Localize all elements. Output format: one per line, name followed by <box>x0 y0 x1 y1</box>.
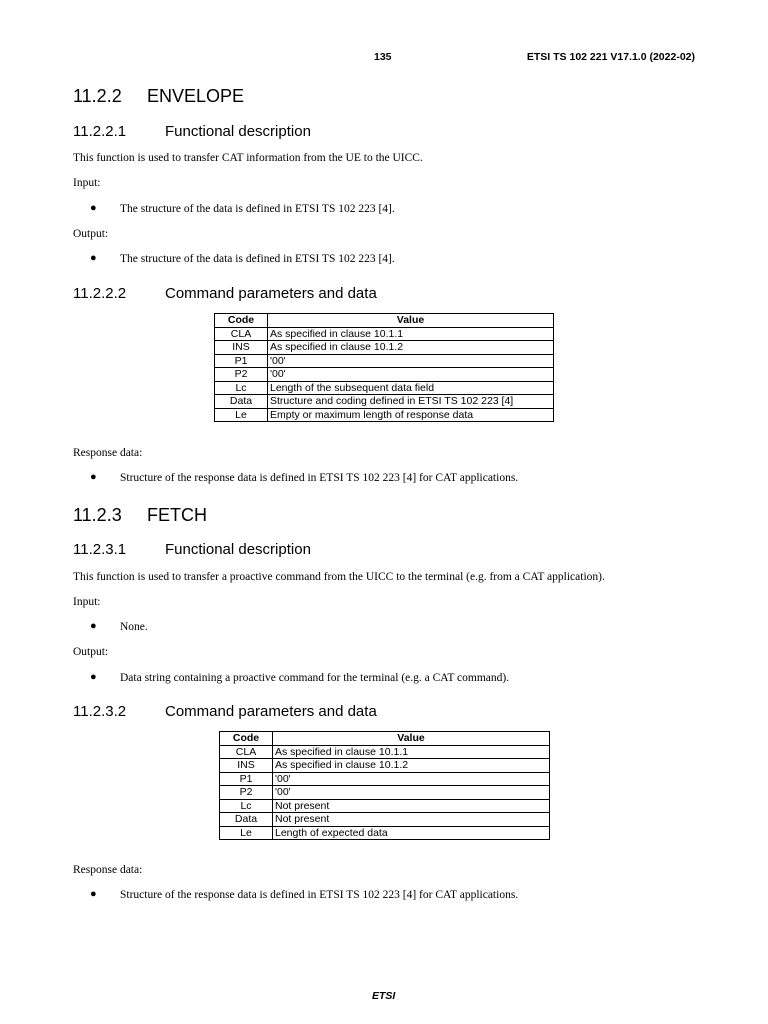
heading-number: 11.2.2.2 <box>73 285 127 302</box>
envelope-input-label: Input: <box>73 177 101 189</box>
heading-fetch-functional <box>73 541 311 558</box>
cell-value: Empty or maximum length of response data <box>268 408 554 422</box>
cell-value: As specified in clause 10.1.1 <box>273 745 550 759</box>
document-id: ETSI TS 102 221 V17.1.0 (2022-02) <box>526 51 695 63</box>
cell-value: Structure and coding defined in ETSI TS 102 223 [4] <box>268 395 554 409</box>
cell-code: INS <box>215 341 268 355</box>
table-row <box>220 799 550 813</box>
heading-number: 11.2.3 <box>73 505 122 525</box>
heading-title: ENVELOPE <box>147 86 245 106</box>
table-row <box>220 759 550 773</box>
bullet-icon: ● <box>90 620 97 632</box>
cell-value: Length of the subsequent data field <box>268 381 554 395</box>
bullet-icon: ● <box>90 202 97 214</box>
fetch-input-bullet <box>90 620 148 633</box>
heading-title: FETCH <box>147 505 207 525</box>
cell-code: Lc <box>215 381 268 395</box>
fetch-output-bullet <box>90 671 510 684</box>
cell-value: As specified in clause 10.1.1 <box>268 327 554 341</box>
cell-value: As specified in clause 10.1.2 <box>273 759 550 773</box>
fetch-description: This function is used to transfer a proactive command from the UICC to the terminal (e.g. from a CAT application). <box>73 571 605 583</box>
table-row <box>215 341 554 355</box>
heading-number: 11.2.2.1 <box>73 123 127 140</box>
cell-code: P2 <box>215 368 268 382</box>
bullet-text: Structure of the response data is defined in ETSI TS 102 223 [4] for CAT applications. <box>120 889 519 901</box>
bullet-text: Data string containing a proactive command for the terminal (e.g. a CAT command). <box>120 672 510 684</box>
cell-code: Le <box>215 408 268 422</box>
column-header-code: Code <box>220 732 273 746</box>
table-row <box>215 327 554 341</box>
cell-code: P2 <box>220 786 273 800</box>
cell-code: P1 <box>215 354 268 368</box>
heading-number: 11.2.3.1 <box>73 541 127 558</box>
envelope-input-bullet <box>90 202 395 215</box>
cell-code: Data <box>215 395 268 409</box>
cell-value: '00' <box>273 772 550 786</box>
table-row <box>215 381 554 395</box>
heading-title: Command parameters and data <box>165 285 377 302</box>
envelope-response-bullet <box>90 471 519 484</box>
heading-envelope-functional <box>73 123 311 140</box>
cell-value: '00' <box>268 368 554 382</box>
cell-code: Le <box>220 826 273 840</box>
table-row <box>215 408 554 422</box>
table-header-row <box>220 732 550 746</box>
bullet-text: The structure of the data is defined in ETSI TS 102 223 [4]. <box>120 253 395 265</box>
fetch-command-table <box>219 731 550 840</box>
cell-code: INS <box>220 759 273 773</box>
cell-code: Data <box>220 813 273 827</box>
fetch-input-label: Input: <box>73 596 101 608</box>
fetch-output-label: Output: <box>73 646 109 658</box>
table-row <box>215 354 554 368</box>
cell-value: Length of expected data <box>273 826 550 840</box>
table-header-row <box>215 314 554 328</box>
heading-envelope <box>73 86 244 107</box>
table-row <box>220 786 550 800</box>
table-row <box>220 826 550 840</box>
envelope-response-label: Response data: <box>73 447 143 459</box>
cell-value: As specified in clause 10.1.2 <box>268 341 554 355</box>
column-header-value: Value <box>268 314 554 328</box>
cell-code: P1 <box>220 772 273 786</box>
table-row <box>220 813 550 827</box>
envelope-description: This function is used to transfer CAT information from the UE to the UICC. <box>73 152 423 164</box>
table-row <box>220 772 550 786</box>
bullet-icon: ● <box>90 252 97 264</box>
heading-title: Functional description <box>165 123 311 140</box>
bullet-icon: ● <box>90 471 97 483</box>
table-row <box>215 368 554 382</box>
envelope-output-bullet <box>90 252 395 265</box>
cell-value: '00' <box>268 354 554 368</box>
bullet-text: None. <box>120 621 148 633</box>
table-row <box>215 395 554 409</box>
table-row <box>220 745 550 759</box>
page-number: 135 <box>374 51 392 63</box>
heading-number: 11.2.3.2 <box>73 703 127 720</box>
cell-value: Not present <box>273 799 550 813</box>
heading-fetch-command <box>73 703 377 720</box>
heading-title: Functional description <box>165 541 311 558</box>
envelope-command-table <box>214 313 554 422</box>
cell-value: '00' <box>273 786 550 800</box>
bullet-icon: ● <box>90 671 97 683</box>
cell-value: Not present <box>273 813 550 827</box>
column-header-value: Value <box>273 732 550 746</box>
footer-etsi: ETSI <box>372 990 396 1002</box>
heading-title: Command parameters and data <box>165 703 377 720</box>
cell-code: CLA <box>220 745 273 759</box>
cell-code: CLA <box>215 327 268 341</box>
heading-number: 11.2.2 <box>73 86 122 106</box>
cell-code: Lc <box>220 799 273 813</box>
column-header-code: Code <box>215 314 268 328</box>
bullet-icon: ● <box>90 888 97 900</box>
envelope-output-label: Output: <box>73 228 109 240</box>
heading-envelope-command <box>73 285 377 302</box>
bullet-text: Structure of the response data is defined in ETSI TS 102 223 [4] for CAT applications. <box>120 472 519 484</box>
heading-fetch <box>73 505 207 526</box>
bullet-text: The structure of the data is defined in ETSI TS 102 223 [4]. <box>120 203 395 215</box>
fetch-response-label: Response data: <box>73 864 143 876</box>
fetch-response-bullet <box>90 888 519 901</box>
